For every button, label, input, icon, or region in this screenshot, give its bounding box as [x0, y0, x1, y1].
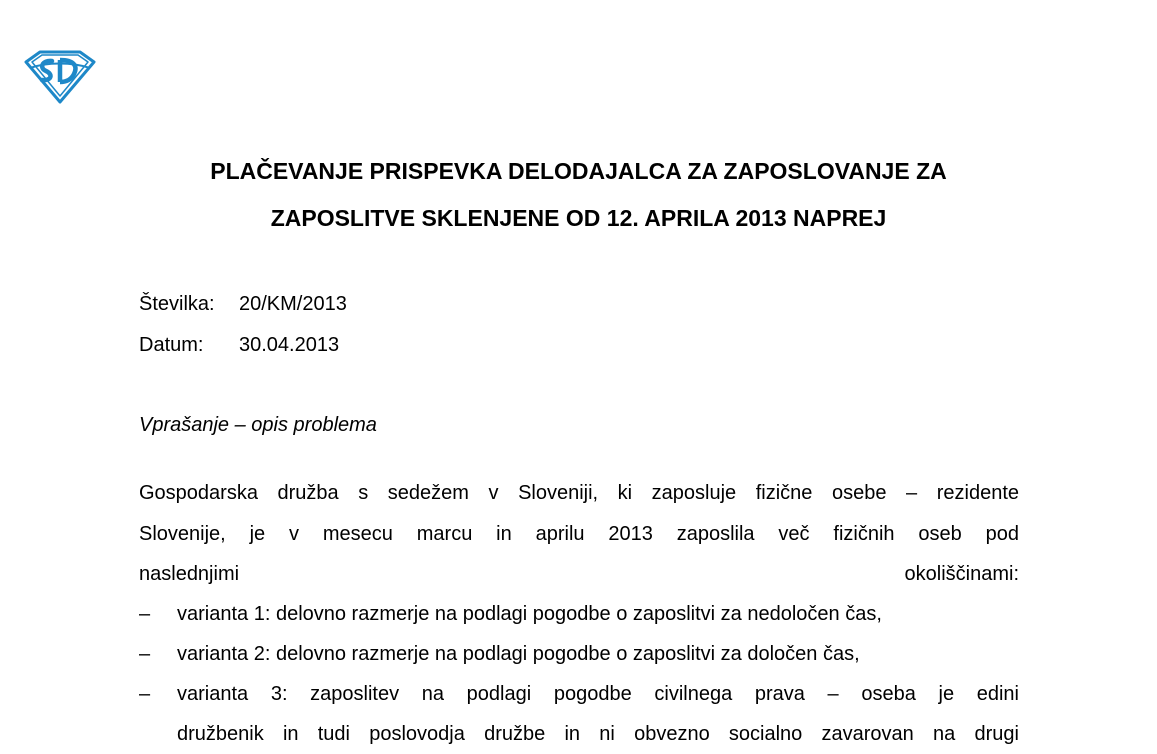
- document-date-label: Datum:: [139, 334, 204, 356]
- variant-list: [139, 594, 1019, 754]
- list-item-text: varianta 3: zaposlitev na podlagi pogodbe civilnega prava – oseba je edini: [177, 683, 1019, 705]
- section-heading: Vprašanje – opis problema: [139, 414, 377, 436]
- document-number-row: [139, 293, 347, 316]
- list-dash: –: [139, 643, 151, 665]
- document-title-line-2: ZAPOSLITVE SKLENJENE OD 12. APRILA 2013 NAPREJ: [270, 205, 887, 231]
- list-item-text: družbenik in tudi poslovodja družbe in ni obvezno socialno zavarovan na drugi: [177, 723, 1019, 745]
- document-date-value: 30.04.2013: [239, 334, 340, 356]
- list-item: [139, 674, 1019, 754]
- list-item-text: varianta 1: delovno razmerje na podlagi pogodbe o zaposlitvi za nedoločen čas,: [177, 603, 882, 625]
- list-dash: –: [139, 683, 151, 705]
- body-paragraph: [139, 473, 1019, 595]
- paragraph-line: Gospodarska družba s sedežem v Sloveniji, ki zaposluje fizične osebe – rezidente: [139, 482, 1019, 504]
- document-number-label: Številka:: [139, 293, 215, 315]
- list-dash: –: [139, 603, 151, 625]
- document-date-row: [139, 334, 339, 357]
- list-item: [139, 634, 1019, 674]
- paragraph-line: Slovenije, je v mesecu marcu in aprilu 2013 zaposlila več fizičnih oseb pod: [139, 522, 1019, 545]
- document-title-line-1: PLAČEVANJE PRISPEVKA DELODAJALCA ZA ZAPOSLOVANJE ZA: [210, 158, 947, 184]
- paragraph-line: naslednjimi okoliščinami:: [139, 563, 1019, 585]
- company-logo: [22, 48, 96, 104]
- list-item: [139, 594, 1019, 634]
- list-item-text: varianta 2: delovno razmerje na podlagi pogodbe o zaposlitvi za določen čas,: [177, 643, 860, 665]
- document-number-value: 20/KM/2013: [239, 293, 347, 315]
